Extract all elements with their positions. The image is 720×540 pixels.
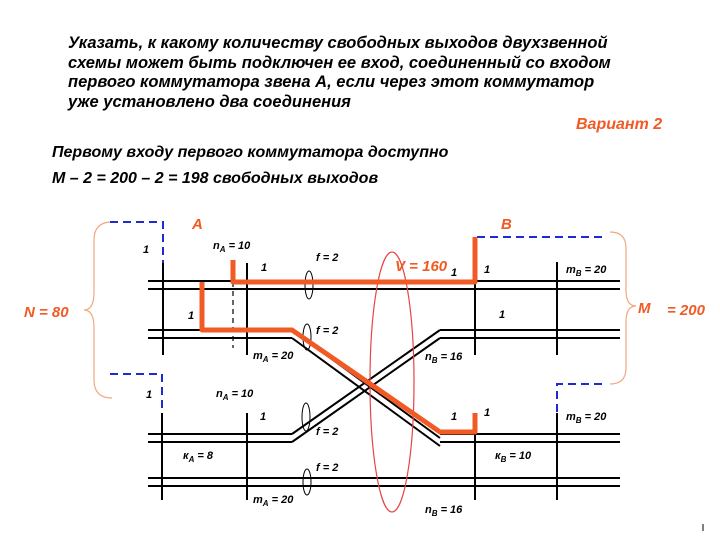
label-one: 1	[484, 264, 491, 276]
question-line-2: схемы может быть подключен ее вход, соединенный со входом	[68, 53, 611, 72]
nb-label-bottom: $n_B = 16$	[425, 504, 463, 518]
dashed-input-bottom	[110, 374, 162, 413]
m-total-label: M	[638, 300, 651, 317]
m-total-value: = 200	[667, 302, 705, 319]
label-one: 1	[261, 262, 268, 274]
link-oval	[305, 271, 313, 299]
variant-label: Вариант 2	[576, 116, 663, 133]
ma-label-bottom: $m_A = 20$	[253, 494, 294, 508]
question-line-4: уже установлено два соединения	[68, 92, 351, 111]
question-line-3: первого коммутатора звена А, если через этот коммутатор	[68, 73, 595, 91]
dashed-input-top	[110, 222, 163, 263]
question-line-1: Указать, к какому количеству свободных выходов двухзвенной	[68, 34, 608, 52]
kb-label: $к_B = 10$	[495, 450, 532, 464]
dashed-output-bottom	[557, 384, 602, 413]
brace-left	[84, 222, 112, 398]
label-one: 1	[484, 407, 491, 419]
v-label: V = 160	[395, 258, 448, 275]
dashed-output-top	[475, 237, 602, 262]
ma-label-top: $m_A = 20$	[253, 350, 294, 364]
stage-b-label: B	[501, 216, 512, 233]
label-one: 1	[260, 411, 267, 423]
mb-label-bottom: $m_B = 20$	[566, 411, 607, 425]
link-oval	[302, 403, 310, 431]
stage-a-label: A	[192, 216, 203, 233]
label-one: 1	[146, 389, 153, 401]
f-label: f = 2	[316, 462, 339, 474]
f-label: f = 2	[316, 252, 339, 264]
n-total-label: N = 80	[24, 304, 69, 321]
f-label: f = 2	[316, 325, 339, 337]
label-one: 1	[451, 411, 458, 423]
na-label-top: $n_A = 10$	[213, 240, 251, 254]
f-label: f = 2	[316, 426, 339, 438]
label-one: 1	[499, 309, 506, 321]
na-label-bottom: $n_A = 10$	[216, 388, 254, 402]
answer-line-1: Первому входу первого коммутатора доступно	[52, 144, 449, 161]
link-oval	[303, 469, 311, 495]
nb-label-top: $n_B = 16$	[425, 351, 463, 365]
label-one: 1	[143, 244, 150, 256]
label-one: 1	[188, 310, 195, 322]
label-one: 1	[451, 267, 458, 279]
ka-label: $к_A = 8$	[183, 450, 214, 464]
brace-right	[610, 232, 636, 384]
mb-label-top: $m_B = 20$	[566, 264, 607, 278]
answer-line-2: M – 2 = 200 – 2 = 198 свободных выходов	[52, 170, 379, 187]
